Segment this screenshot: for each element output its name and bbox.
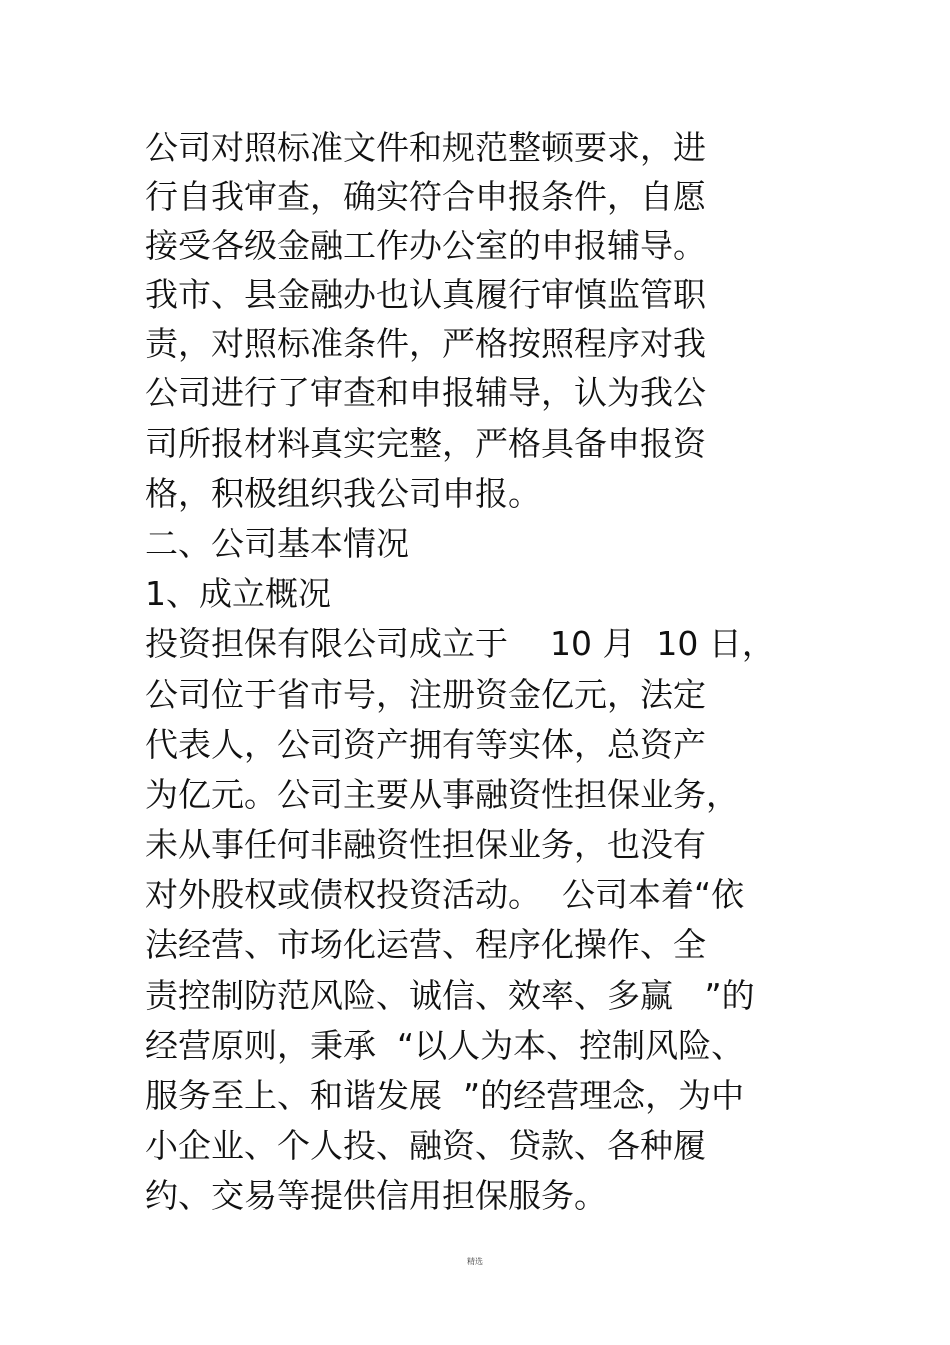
subsection-heading: 1、成立概况 [145, 574, 331, 613]
text-line-2: 行自我审查，确实符合申报条件，自愿 [145, 177, 706, 216]
text-line-11: 投资担保有限公司成立于 10 月 10 日， [145, 624, 775, 663]
text-line-17: 法经营、市场化运营、程序化操作、全 [145, 925, 706, 964]
text-line-20: 服务至上、和谐发展 ”的经营理念，为中 [145, 1076, 745, 1115]
text-line-5: 责，对照标准条件，严格按照程序对我 [145, 324, 706, 363]
text-line-21: 小企业、个人投、融资、贷款、各种履 [145, 1126, 706, 1165]
section-heading: 二、公司基本情况 [145, 524, 409, 563]
text-line-12: 公司位于省市号，注册资金亿元，法定 [145, 675, 706, 714]
text-line-18: 责控制防范风险、诚信、效率、多赢 ”的 [145, 976, 755, 1015]
text-line-1: 公司对照标准文件和规范整顿要求，进 [145, 128, 706, 167]
text-line-15: 未从事任何非融资性担保业务，也没有 [145, 825, 706, 864]
text-line-16: 对外股权或债权投资活动。 公司本着“依 [145, 875, 745, 914]
page-footer: 精选 [467, 1257, 483, 1266]
text-line-13: 代表人，公司资产拥有等实体，总资产 [145, 725, 706, 764]
text-line-6: 公司进行了审查和申报辅导，认为我公 [145, 373, 706, 412]
text-line-3: 接受各级金融工作办公室的申报辅导。 [145, 226, 706, 265]
text-line-4: 我市、县金融办也认真履行审慎监管职 [145, 275, 706, 314]
text-line-8: 格，积极组织我公司申报。 [145, 474, 541, 513]
text-line-19: 经营原则，秉承 “以人为本、控制风险、 [145, 1026, 745, 1065]
text-line-7: 司所报材料真实完整，严格具备申报资 [145, 424, 706, 463]
text-line-22: 约、交易等提供信用担保服务。 [145, 1176, 607, 1215]
text-line-14: 为亿元。公司主要从事融资性担保业务， [145, 775, 739, 814]
